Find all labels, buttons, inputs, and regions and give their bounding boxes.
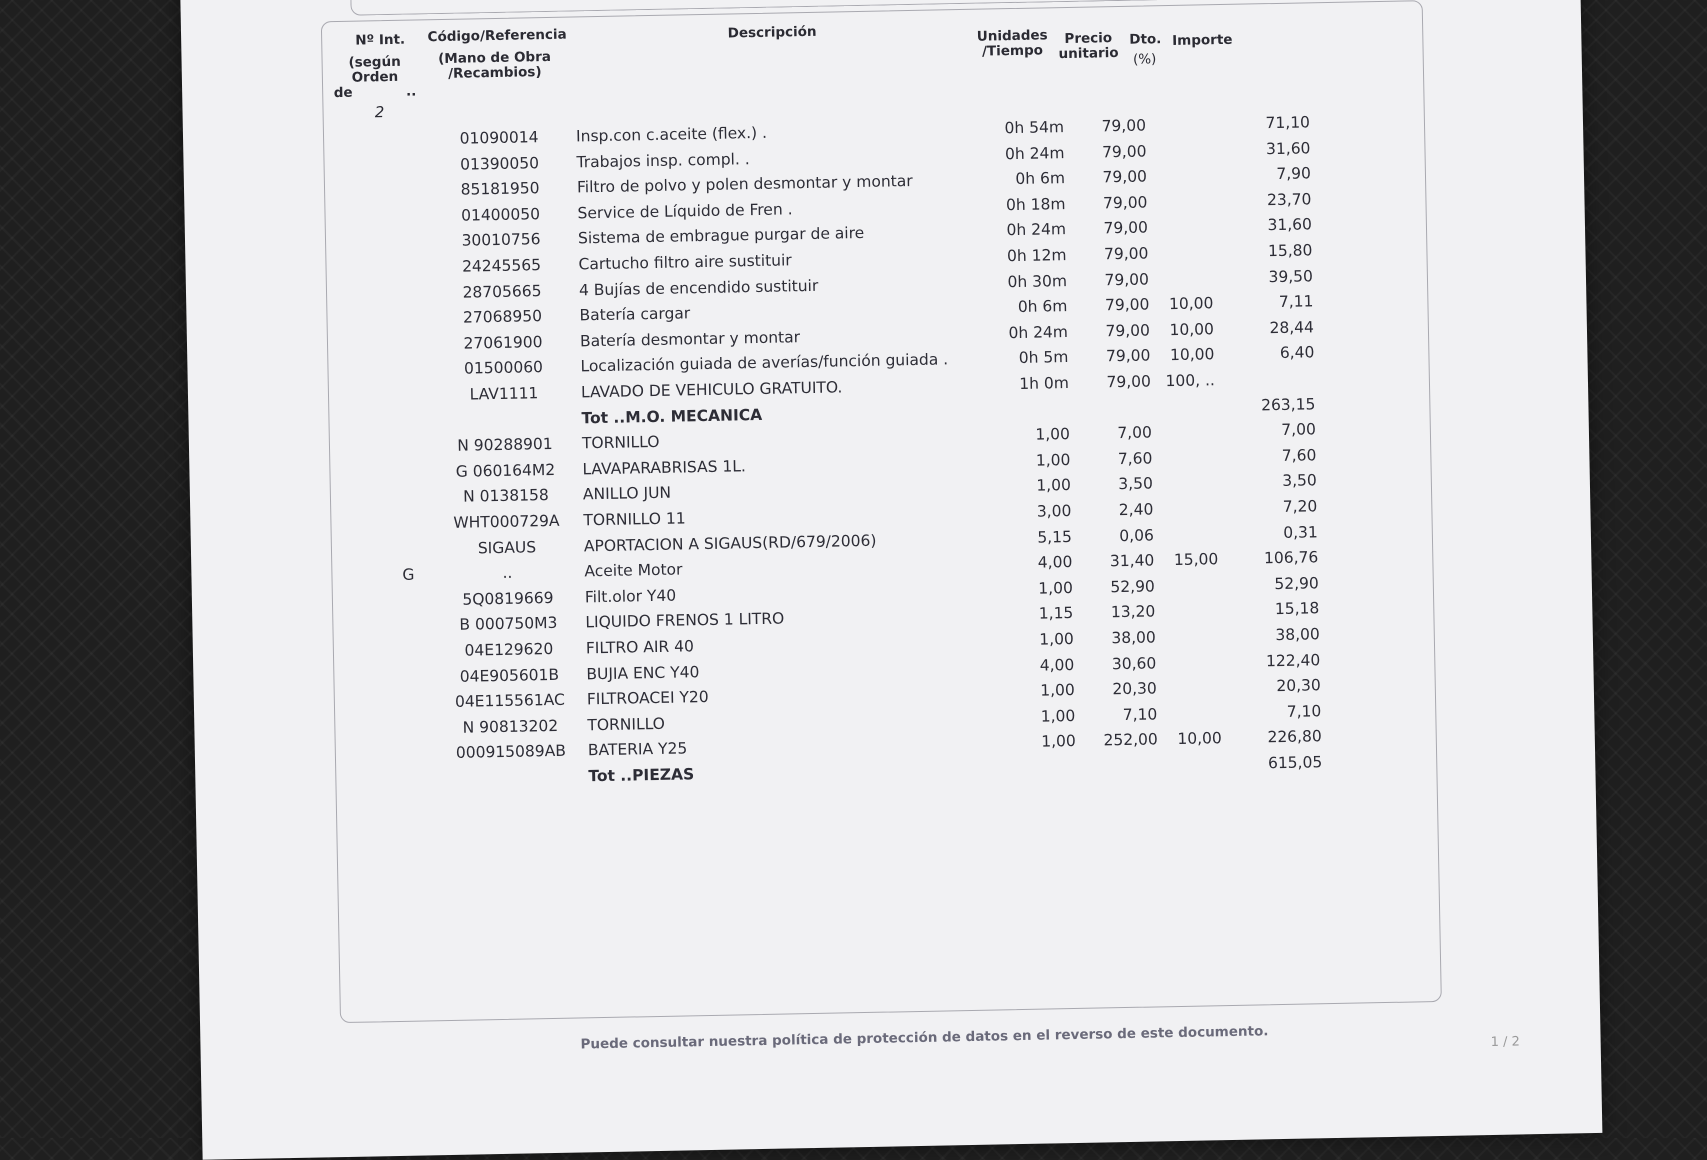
row-prefix [400,437,430,438]
row-units: 0h 12m [1006,246,1067,266]
row-prefix [395,182,425,183]
row-discount [1160,653,1220,654]
row-price: 30,60 [1111,653,1157,673]
row-units: 0h 24m [1004,143,1065,163]
row-units: 5,15 [1037,527,1073,547]
row-price: 31,40 [1109,551,1155,571]
row-description: LIQUIDO FRENOS 1 LITRO [585,609,785,632]
row-description: FILTROACEI Y20 [586,688,709,709]
row-units: 0h 18m [1005,194,1066,214]
col-header-n-int-sub: (según Orden [348,53,401,86]
row-price: 7,10 [1122,705,1158,724]
row-amount: 52,90 [1274,574,1319,593]
row-discount: 15,00 [1173,550,1219,570]
row-amount: 106,76 [1263,548,1319,568]
row-description: Trabajos insp. compl. . [576,149,750,172]
row-price: 252,00 [1103,730,1158,750]
row-amount: 0,31 [1283,522,1318,542]
row-discount [1157,499,1217,500]
row-amount: 7,11 [1278,292,1314,312]
row-discount [1150,141,1210,142]
col-header-codigo: Código/Referencia [427,26,567,46]
row-price: 20,30 [1112,679,1157,699]
row-units: 0h 6m [1017,297,1068,317]
row-description: ANILLO JUN [582,484,672,504]
row-description: APORTACION A SIGAUS(RD/679/2006) [583,531,877,555]
row-units: 1,00 [1035,425,1071,444]
row-price: 79,00 [1102,167,1148,187]
row-discount [1151,192,1211,193]
row-price: 38,00 [1111,628,1156,648]
row-code: 01400050 [460,204,541,225]
row-price: 79,00 [1101,142,1147,161]
row-code: 28705665 [462,281,542,302]
row-amount: 7,90 [1276,164,1312,184]
row-amount: 6,40 [1279,343,1315,363]
col-header-codigo-sub: (Mano de Obra /Recambios) [438,48,552,82]
row-description: TORNILLO [581,433,660,453]
row-amount: 7,10 [1286,702,1322,721]
row-prefix [401,514,431,515]
row-discount [1151,166,1211,167]
privacy-note: Puede consultar nuestra política de protección de datos en el reverso de este documento. [580,1023,1269,1053]
row-amount: 31,60 [1265,138,1311,158]
row-discount: 100, .. [1165,371,1216,391]
row-price: 79,00 [1102,193,1148,213]
row-discount [1155,397,1215,398]
row-amount: 20,30 [1276,676,1321,696]
row-price: 7,00 [1117,423,1153,443]
row-prefix [399,386,429,387]
row-units: 1,00 [1036,476,1072,496]
row-code: 04E129620 [464,639,554,660]
row-price: 79,00 [1104,270,1150,289]
row-units: 0h 24m [1008,322,1069,342]
row-code: 01390050 [459,153,540,174]
row-discount [1152,218,1212,219]
row-description: TORNILLO [587,714,666,735]
row-discount [1152,243,1212,244]
row-description: Tot ..M.O. MECANICA [581,405,763,427]
row-discount [1159,602,1219,603]
line-items-table [321,0,1442,1023]
row-code: N 0138158 [463,486,549,507]
row-units: 4,00 [1039,655,1075,675]
row-code: N 90288901 [457,435,553,455]
row-discount [1161,704,1221,705]
row-code: 27061900 [463,332,543,353]
row-amount: 28,44 [1269,318,1315,337]
row-units: 0h 30m [1007,271,1068,291]
row-price [1084,756,1158,757]
row-amount: 7,00 [1281,420,1317,440]
row-prefix [406,745,436,746]
row-amount: 15,80 [1267,241,1313,261]
row-description: 4 Bujías de encendido sustituir [578,276,819,299]
row-code: N 90813202 [462,716,559,737]
row-price: 79,00 [1103,244,1149,264]
row-code: WHT000729A [453,511,560,532]
row-description: Tot ..PIEZAS [588,765,695,786]
row-price: 79,00 [1104,295,1150,315]
row-price: 79,00 [1101,116,1147,136]
col-header-n-int-de: de [333,84,353,102]
row-amount: 39,50 [1268,266,1314,286]
row-prefix [405,693,435,694]
row-price: 79,00 [1105,346,1151,366]
invoice-sheet [180,0,1602,1160]
row-prefix [405,719,435,720]
row-units: 1,00 [1039,629,1074,649]
row-units: 1,15 [1038,604,1074,624]
row-code: 04E115561AC [454,690,565,712]
row-discount [1157,474,1217,475]
row-prefix [398,335,428,336]
row-price: 0,06 [1119,526,1155,545]
row-units: 1,00 [1040,681,1075,700]
row-units: 1,00 [1041,732,1076,751]
row-prefix [399,412,429,413]
row-prefix [396,258,426,259]
row-discount: 10,00 [1169,345,1215,365]
col-header-n-int: Nº Int. [355,31,406,49]
row-amount: 7,20 [1282,497,1318,516]
row-prefix [403,591,433,592]
row-units: 0h 6m [1015,169,1066,189]
row-amount: 23,70 [1266,190,1312,209]
row-description: Filt.olor Y40 [584,586,677,607]
row-discount [1156,422,1216,423]
n-int-value: 2 [374,103,385,122]
row-discount [1150,115,1210,116]
row-prefix [401,489,431,490]
row-prefix [394,156,424,157]
row-price: 3,50 [1118,474,1154,494]
row-prefix [396,233,426,234]
row-price: 79,00 [1105,321,1151,341]
row-discount: 10,00 [1177,729,1222,749]
row-discount [1158,525,1218,526]
col-header-n-int-dots: .. [405,83,417,100]
row-prefix [394,130,424,131]
row-description: BUJIA ENC Y40 [586,662,700,683]
row-code: SIGAUS [477,537,537,557]
row-discount: 10,00 [1168,294,1214,314]
row-code: 04E905601B [459,665,560,686]
col-header-unidades: Unidades /Tiempo [976,27,1048,60]
row-description: Insp.con c.aceite (flex.) . [575,123,768,146]
row-discount: 10,00 [1169,320,1215,339]
row-prefix [400,463,430,464]
row-price: 79,00 [1103,218,1149,238]
row-discount [1153,269,1213,270]
row-code: LAV1111 [469,384,539,404]
row-prefix [397,284,427,285]
row-prefix [404,642,434,643]
row-description: Localización guiada de averías/función guiada . [580,350,949,376]
row-prefix [406,770,436,771]
row-description: FILTRO AIR 40 [585,637,695,658]
row-price: 7,60 [1117,449,1153,468]
row-price: 79,00 [1106,372,1152,392]
row-code: 27068950 [462,307,543,327]
row-amount: 15,18 [1274,599,1320,619]
row-units: 1,00 [1040,706,1076,726]
row-units: 3,00 [1036,501,1072,521]
row-units: 0h 24m [1006,220,1067,240]
row-prefix [404,668,434,669]
row-amount: 226,80 [1267,727,1322,747]
row-code: 24245565 [461,256,542,276]
row-code: 30010756 [461,230,541,251]
row-prefix [395,207,425,208]
col-header-dto: Dto. [1129,31,1162,48]
row-units: 0h 5m [1018,348,1069,368]
row-amount: 31,60 [1267,215,1313,235]
row-description: TORNILLO 11 [583,509,686,530]
page-number: 1 / 2 [1490,1034,1520,1051]
col-header-dto-sub: (%) [1132,51,1157,68]
row-code: 85181950 [460,179,540,199]
row-amount: 38,00 [1275,625,1320,645]
row-code: 5Q0819669 [462,588,554,609]
row-price: 52,90 [1110,577,1155,597]
row-units: 1,00 [1035,450,1071,470]
row-amount: 122,40 [1265,650,1321,670]
col-header-precio: Precio unitario [1058,30,1119,63]
row-amount: 3,50 [1282,471,1317,491]
row-description: Aceite Motor [584,560,683,581]
row-code: 01500060 [463,358,544,379]
row-discount [1156,448,1216,449]
row-discount [1161,678,1221,679]
row-discount [1160,627,1220,628]
row-description: Filtro de polvo y polen desmontar y montar [576,172,913,197]
row-discount [1159,576,1219,577]
row-description: LAVAPARABRISAS 1L. [582,457,747,479]
row-description: Batería cargar [579,304,691,325]
row-code: B 000750M3 [459,614,558,635]
row-amount: 615,05 [1267,753,1323,773]
row-code: 01090014 [459,128,539,148]
row-description: LAVADO DE VEHICULO GRATUITO. [580,378,843,402]
row-code: G 060164M2 [455,460,556,481]
row-amount: 7,60 [1281,446,1317,465]
row-description: Batería desmontar y montar [579,327,801,351]
row-prefix [402,540,432,541]
row-prefix [398,361,428,362]
row-discount [1162,755,1222,756]
col-header-descripcion: Descripción [727,23,817,42]
row-units: 0h 54m [1004,118,1065,138]
row-prefix [397,309,427,310]
row-description: BATERIA Y25 [587,739,688,760]
col-header-importe: Importe [1172,31,1233,49]
row-code: .. [502,563,513,583]
row-price [1077,398,1151,399]
row-prefix: G [402,565,415,585]
row-description: Service de Líquido de Fren . [577,200,793,223]
row-units: 1h 0m [1019,374,1070,393]
row-price: 13,20 [1110,602,1156,622]
row-amount: 71,10 [1265,113,1311,133]
row-price: 2,40 [1118,500,1154,520]
row-description: Cartucho filtro aire sustituir [578,251,792,274]
row-units: 1,00 [1038,578,1074,598]
row-description: Sistema de embrague purgar de aire [577,224,865,248]
row-units: 4,00 [1037,553,1073,572]
row-prefix [403,617,433,618]
row-amount: 263,15 [1260,394,1316,414]
row-code: 000915089AB [455,742,567,763]
